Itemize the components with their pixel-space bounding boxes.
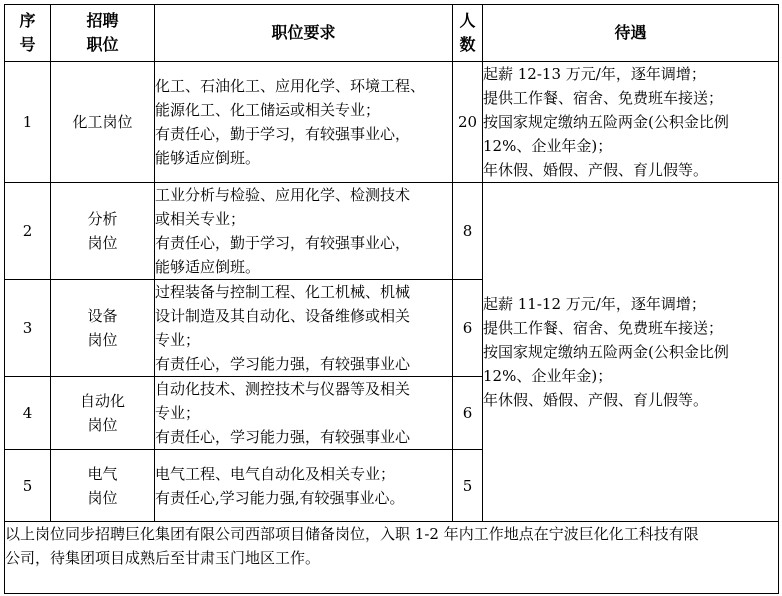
- row-requirements: 电气工程、电气自动化及相关专业； 有责任心,学习能力强,有较强事业心。: [155, 450, 453, 522]
- row-seq: 3: [5, 280, 51, 377]
- header-position: 招聘 职位: [51, 5, 155, 62]
- row-seq: 2: [5, 183, 51, 280]
- header-benefits: 待遇: [483, 5, 779, 62]
- header-seq: 序 号: [5, 5, 51, 62]
- row-count: 6: [453, 280, 483, 377]
- row-count: 20: [453, 62, 483, 183]
- row-position: 分析 岗位: [51, 183, 155, 280]
- row-position: 化工岗位: [51, 62, 155, 183]
- row-requirements: 工业分析与检验、应用化学、检测技术 或相关专业； 有责任心，勤于学习，有较强事业心， 能够适应倒班。: [155, 183, 453, 280]
- row-position: 设备 岗位: [51, 280, 155, 377]
- header-count: 人 数: [453, 5, 483, 62]
- row-count: 6: [453, 377, 483, 450]
- recruitment-table: [4, 4, 779, 594]
- header-row: [5, 5, 779, 62]
- row-position: 自动化 岗位: [51, 377, 155, 450]
- row-count: 8: [453, 183, 483, 280]
- row-count: 5: [453, 450, 483, 522]
- footer-row: [5, 522, 779, 594]
- benefits-cell-merged: 起薪 11-12 万元/年，逐年调增； 提供工作餐、宿舍、免费班车接送； 按国家规定缴纳五险两金(公积金比例 12%、企业年金)； 年休假、婚假、产假、育儿假等。: [483, 183, 779, 522]
- row-requirements: 自动化技术、测控技术与仪器等及相关 专业； 有责任心，学习能力强，有较强事业心: [155, 377, 453, 450]
- table-row: [5, 183, 779, 280]
- header-requirements: 职位要求: [155, 5, 453, 62]
- row-position: 电气 岗位: [51, 450, 155, 522]
- row-seq: 5: [5, 450, 51, 522]
- row-seq: 1: [5, 62, 51, 183]
- row-requirements: 化工、石油化工、应用化学、环境工程、 能源化工、化工储运或相关专业； 有责任心，勤于学习，有较强事业心， 能够适应倒班。: [155, 62, 453, 183]
- table-row: [5, 62, 779, 183]
- row-requirements: 过程装备与控制工程、化工机械、机械 设计制造及其自动化、设备维修或相关 专业； 有责任心，学习能力强，有较强事业心: [155, 280, 453, 377]
- benefits-cell-first: 起薪 12-13 万元/年，逐年调增； 提供工作餐、宿舍、免费班车接送； 按国家规定缴纳五险两金(公积金比例 12%、企业年金)； 年休假、婚假、产假、育儿假等。: [483, 62, 779, 183]
- row-seq: 4: [5, 377, 51, 450]
- footer-note: 以上岗位同步招聘巨化集团有限公司西部项目储备岗位，入职 1-2 年内工作地点在宁波巨化化工科技有限 公司，待集团项目成熟后至甘肃玉门地区工作。: [5, 522, 779, 594]
